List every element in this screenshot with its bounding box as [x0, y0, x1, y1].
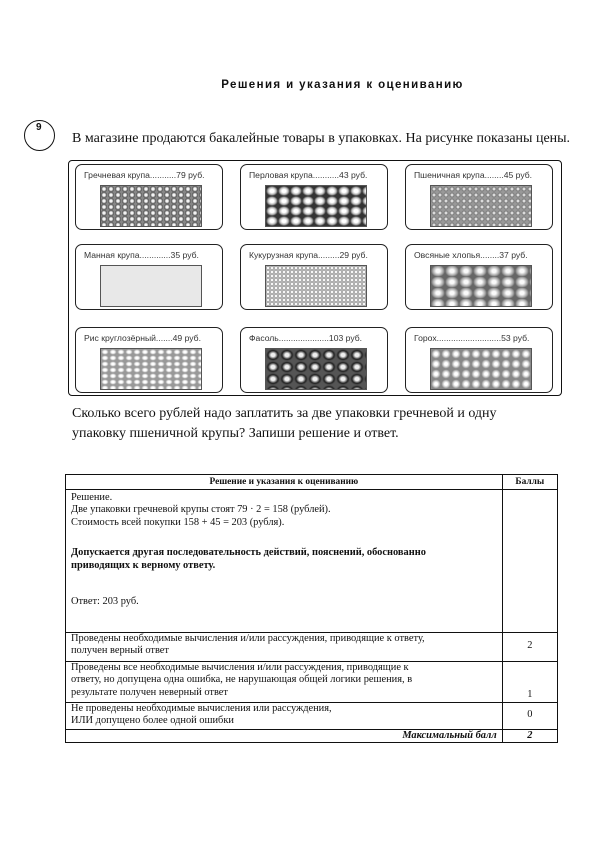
solution-title: Решение. — [71, 491, 113, 503]
answer-text: Ответ: 203 руб. — [71, 596, 139, 607]
criterion-points: 0 — [502, 702, 557, 729]
product-label: Гречневая крупа...........79 руб. — [84, 170, 205, 180]
criterion-line: Не проведены необходимые вычисления или рассуждения, — [71, 702, 332, 714]
solution-cell — [66, 489, 503, 632]
buckwheat-photo — [100, 185, 202, 227]
note-line: приводящих к верному ответу. — [71, 559, 216, 571]
question-line: Сколько всего рублей надо заплатить за две упаковки гречневой и одну — [72, 406, 497, 421]
problem-statement: В магазине продаются бакалейные товары в упаковках. На рисунке показаны цены. — [72, 131, 571, 146]
product-label: Горох...........................53 руб. — [414, 333, 530, 343]
criterion-text — [66, 661, 503, 702]
task-number-badge — [24, 120, 55, 151]
oat-flakes-photo — [430, 265, 532, 307]
product-card-oats — [405, 244, 553, 310]
max-score-row — [66, 729, 558, 743]
criterion-line: Проведены необходимые вычисления и/или рассуждения, приводящие к ответу, — [71, 632, 425, 644]
criterion-points: 2 — [502, 632, 557, 661]
product-card-pearl-barley — [240, 164, 388, 230]
peas-photo — [430, 348, 532, 390]
criterion-line: Проведены все необходимые вычисления и/или рассуждения, приводящие к — [71, 661, 409, 673]
product-label: Овсяные хлопья........37 руб. — [414, 250, 528, 260]
product-card-rice — [75, 327, 223, 393]
product-card-peas — [405, 327, 553, 393]
solution-line: Стоимость всей покупки 158 + 45 = 203 (рубля). — [71, 516, 285, 528]
criterion-line: ИЛИ допущено более одной ошибки — [71, 715, 234, 726]
note-line: Допускается другая последовательность действий, пояснений, обоснованно — [71, 547, 426, 558]
question-text — [72, 404, 497, 444]
criterion-line: получен верный ответ — [71, 645, 169, 656]
max-score-value: 2 — [502, 729, 557, 743]
question-line: упаковку пшеничной крупы? Запиши решение и ответ. — [72, 426, 399, 441]
product-card-wheat — [405, 164, 553, 230]
solution-row — [66, 489, 558, 632]
beans-photo — [265, 348, 367, 390]
product-label: Фасоль.....................103 руб. — [249, 333, 363, 343]
product-card-corn — [240, 244, 388, 310]
criterion-line: ответу, но допущена одна ошибка, не нарушающая общей логики решения, в — [71, 674, 413, 685]
product-card-semolina — [75, 244, 223, 310]
product-label: Кукурузная крупа.........29 руб. — [249, 250, 368, 260]
pearl-barley-photo — [265, 185, 367, 227]
criterion-row — [66, 661, 558, 702]
criterion-line: результате получен неверный ответ — [71, 686, 228, 698]
product-card-beans — [240, 327, 388, 393]
product-label: Манная крупа.............35 руб. — [84, 250, 199, 260]
wheat-photo — [430, 185, 532, 227]
rice-photo — [100, 348, 202, 390]
product-label: Перловая крупа...........43 руб. — [249, 170, 368, 180]
criterion-text — [66, 632, 503, 661]
points-column-header: Баллы — [502, 475, 557, 490]
criterion-text — [66, 702, 503, 729]
semolina-photo — [100, 265, 202, 307]
criterion-row — [66, 632, 558, 661]
max-score-label: Максимальный балл — [66, 729, 503, 743]
criterion-row — [66, 702, 558, 729]
solution-line: Две упаковки гречневой крупы стоят 79 · 2 = 158 (рублей). — [71, 504, 331, 515]
corn-grits-photo — [265, 265, 367, 307]
product-price-grid — [68, 160, 562, 396]
product-card-buckwheat — [75, 164, 223, 230]
rubric-column-header: Решение и указания к оцениванию — [66, 475, 503, 490]
rubric-header-row — [66, 475, 558, 490]
product-label: Рис круглозёрный.......49 руб. — [84, 333, 201, 343]
criterion-points: 1 — [502, 661, 557, 702]
solution-points-cell — [502, 489, 557, 632]
page-title: Решения и указания к оцениванию — [221, 79, 464, 91]
task-number: 9 — [36, 122, 42, 133]
grading-rubric-table — [65, 474, 558, 743]
product-label: Пшеничная крупа........45 руб. — [414, 170, 533, 180]
